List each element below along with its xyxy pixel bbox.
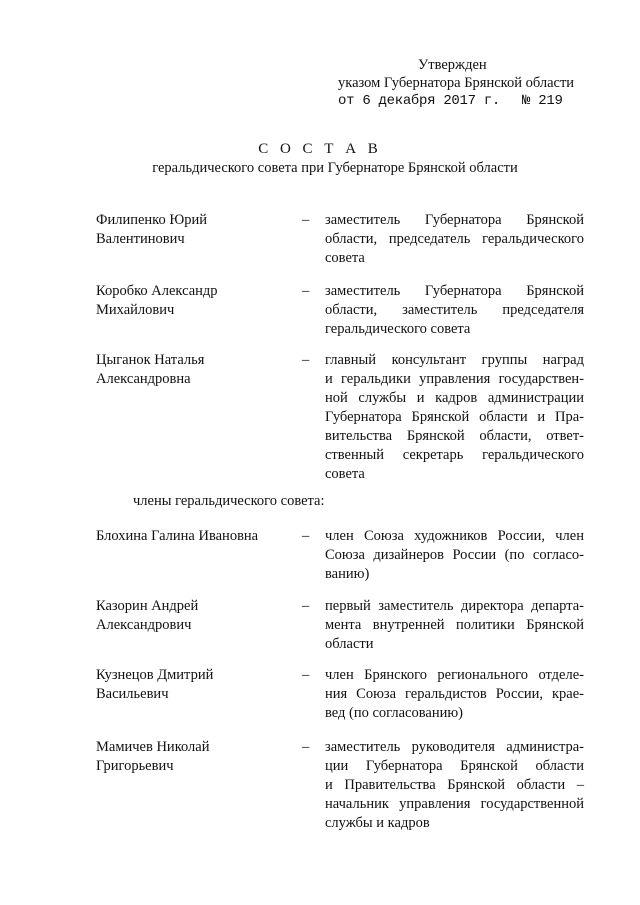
member-role: член Союза художников России, член Союза дизайнеров России (по согласо- ванию) xyxy=(325,528,584,582)
member-role: главный консультант группы наград и геральдики управления государствен- ной службы и кадров администрации Губернатора Брянской области и Пра- вительства Брянской области, ответ- ственный секретарь геральдического совета xyxy=(325,352,584,482)
members-section-label: члены геральдического совета: xyxy=(133,493,325,509)
document-title: С О С Т А В xyxy=(258,141,382,157)
member-name: Блохина Галина Ивановна xyxy=(96,528,259,544)
member-role: заместитель Губернатора Брянской области, председатель геральдического совета xyxy=(325,212,584,266)
approval-date-line xyxy=(338,92,628,110)
member-role: член Брянского регионального отделе- ния Союза геральдистов России, крае- вед (по согласованию) xyxy=(325,667,584,721)
member-name: Казорин Андрей Александрович xyxy=(96,598,199,633)
approval-decree: указом Губернатора Брянской области xyxy=(338,75,575,91)
document-subtitle: геральдического совета при Губернаторе Брянской области xyxy=(152,160,518,176)
member-role: заместитель руководителя администра- ции Губернатора Брянской области и Правительства Брянской области – начальник управления государственной службы и кадров xyxy=(325,739,584,831)
member-role: первый заместитель директора департа- мента внутренней политики Брянской области xyxy=(325,598,584,652)
approval-number: № 219 xyxy=(522,93,563,109)
member-name: Мамичев Николай Григорьевич xyxy=(96,739,210,774)
approval-heading: Утвержден xyxy=(418,57,487,73)
member-dash: – xyxy=(302,667,310,683)
member-name: Кузнецов Дмитрий Васильевич xyxy=(96,667,214,702)
member-dash: – xyxy=(302,283,310,299)
member-name: Цыганок Наталья Александровна xyxy=(96,352,205,387)
approval-date: 6 декабря 2017 г. xyxy=(362,93,501,109)
member-dash: – xyxy=(302,739,310,755)
member-role: заместитель Губернатора Брянской области, заместитель председателя геральдического совета xyxy=(325,283,584,337)
approval-stamp xyxy=(338,56,628,110)
approval-prefix: от xyxy=(338,93,355,109)
member-name: Филипенко Юрий Валентинович xyxy=(96,212,208,247)
member-dash: – xyxy=(302,598,310,614)
member-name: Коробко Александр Михайлович xyxy=(96,283,218,318)
member-dash: – xyxy=(302,352,310,368)
member-dash: – xyxy=(302,528,310,544)
member-dash: – xyxy=(302,212,310,228)
